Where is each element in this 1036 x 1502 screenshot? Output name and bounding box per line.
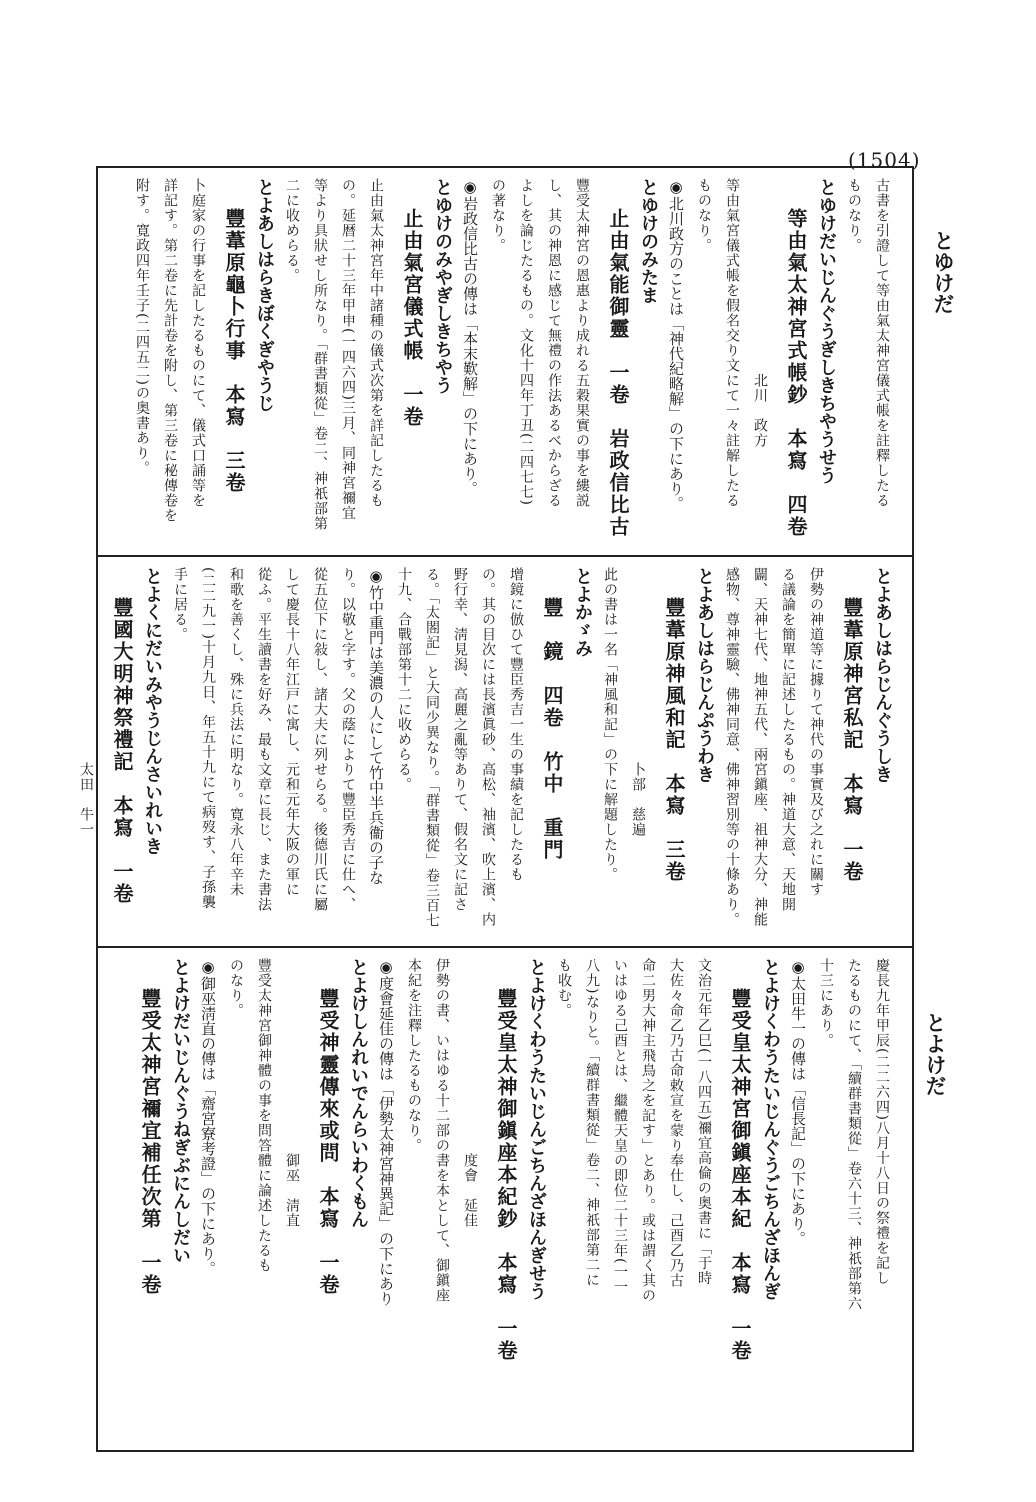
text-column: り。以敬と字す。父の蔭によりて豐臣秀吉に仕へ、: [340, 567, 356, 912]
text-column: 豐受太神宮御神體の事を問答體に論述したるも: [256, 958, 272, 1273]
text-column: 十三にあり。: [818, 958, 834, 1048]
text-column: 等より具狀せし所なり。「群書類從」卷二、神祇部第: [312, 178, 328, 531]
text-column: 豐受太神宮の恩惠より成れる五穀果實の事を縷説: [574, 178, 590, 508]
text-column: 命二男大神主飛鳥之を記す」とあり。或は謂く其の: [640, 958, 656, 1303]
text-column: 此の書は一名「神風和記」の下に解題したり。: [602, 567, 618, 882]
entry-title: 豐葦原神風和記 本寫 三卷: [662, 597, 686, 883]
section-middle: [78, 557, 912, 945]
text-column: 闢、天神七代、地神五代、兩宮鎭座、祖神大分、神能: [752, 567, 768, 927]
text-column: る議論を簡單に記述したるもの。神道大意、天地開: [780, 567, 796, 912]
entry-title: 豐葦原神宮私記 本寫 一卷: [840, 597, 864, 883]
text-column: 度會 延佳: [462, 958, 478, 1228]
note-column: ◉太田牛一の傳は「信長記」の下にあり。: [789, 958, 807, 1246]
entry-reading: とよあしはらじんぷうわき: [694, 567, 715, 783]
note-column: ◉度會延佳の傳は「伊勢太神宮神異記」の下にあり: [377, 958, 395, 1306]
entry-title: 豐葦原龜卜行事 本寫 三卷: [222, 208, 246, 494]
entry-reading: とよけくわうたいじんごちんざほんぎせう: [526, 958, 547, 1300]
page-number: (1504): [848, 148, 921, 172]
text-column: 十九、合戰部第十二に收めらる。: [396, 567, 412, 792]
text-column: 本紀を注釋したるものなり。: [406, 958, 422, 1153]
entry-title: 豐國大明神祭禮記 本寫 一卷: [110, 597, 134, 905]
entry-reading: とよけしんれいでんらいわくもん: [348, 958, 369, 1228]
text-column: 北川 政方: [752, 178, 768, 448]
note-column: ◉岩政信比古の傳は「本末歎解」の下にあり。: [461, 178, 479, 496]
text-column: 等由氣宮儀式帳を假名交り文にて一々註解したる: [724, 178, 740, 508]
text-column: 大佐々命乙乃古命敕宣を蒙り奉仕し、己酉乙乃古: [668, 958, 684, 1288]
text-column: 和歌を善くし、殊に兵法に明なり。寛永八年辛未: [228, 567, 244, 897]
text-column: 從五位下に敍し、諸大夫に列せらる。後德川氏に屬: [312, 567, 328, 912]
entry-title: 豐 鏡 四卷 竹中 重門: [540, 597, 564, 861]
text-column: 卜庭家の行事を記したるものにて、儀式口誦等を: [190, 178, 206, 508]
note-column: ◉竹中重門は美濃の人にして竹中半兵衞の子な: [367, 567, 385, 885]
entry-title: 止由氣能御靈 一卷 岩政信比古: [606, 208, 630, 538]
text-column: 二に收めらる。: [284, 178, 300, 283]
text-column: 八九)なりと。「續群書類從」卷二、神祇部第二に: [584, 958, 600, 1288]
text-column: のなり。: [228, 958, 244, 1018]
text-column: ものなり。: [846, 178, 862, 253]
entry-reading: とゆけのみたま: [638, 178, 659, 304]
entry-reading: とよくにだいみやうじんさいれいき: [142, 567, 163, 855]
text-column: ものなり。: [696, 178, 712, 253]
entry-title: 豐受太神宮禰宜補任次第 一卷: [138, 988, 162, 1296]
text-column: の。其の目次には長濱眞砂、高松、袖濱、吹上濱、内: [480, 567, 496, 927]
text-column: (二二九一)十月九日、年五十九にて病歿す、子孫襲: [200, 567, 216, 910]
text-column: 手に居る。: [172, 567, 188, 642]
text-column: 感物、尊神靈驗、佛神同意、佛神習別等の十條あり。: [724, 567, 740, 927]
entry-reading: とゆけのみやぎしきちやう: [432, 178, 453, 394]
entry-reading: とよあしはらきぼくぎやうじ: [254, 178, 275, 412]
note-column: ◉北川政方のことは「神代紀略解」の下にあり。: [667, 178, 685, 511]
note-column: ◉御巫淸直の傳は「齋宮寮考證」の下にあり。: [199, 958, 217, 1276]
entry-reading: とよあしはらじんぐうしき: [872, 567, 893, 783]
entry-reading: とゆけだいじんぐうぎしきちやうせう: [816, 178, 837, 484]
section-top: [98, 168, 912, 554]
text-column: 止由氣太神宮年中諸種の儀式次第を詳記したるも: [368, 178, 384, 508]
entry-reading: とよけくわうたいじんぐうごちんざほんぎ: [760, 958, 781, 1300]
margin-heading-top: とゆけだ: [931, 230, 956, 314]
section-bottom: [98, 948, 912, 1450]
text-column: 伊勢の神道等に據りて神代の事實及び之れに關す: [808, 567, 824, 897]
text-column: 從ふ。平生讀書を好み、最も文章に長じ、また書法: [256, 567, 272, 912]
margin-heading-bottom: とよけだ: [923, 1012, 948, 1096]
text-column: 附す。寛政四年壬子(二四五二)の奥書あり。: [134, 178, 150, 476]
text-column: 慶長九年甲辰(二二六四)八月十八日の祭禮を記し: [874, 958, 890, 1286]
text-column: も收む。: [556, 958, 572, 1018]
text-column: 文治元年乙巳(一八四五)禰宜高倫の奥書に「于時: [696, 958, 712, 1286]
text-column: 增鏡に倣ひて豐臣秀吉一生の事績を記したるも: [508, 567, 524, 882]
entry-reading: とよけだいじんぐうねぎぶにんしだい: [170, 958, 191, 1264]
entry-title: 等由氣太神宮式帳鈔 本寫 四卷: [784, 208, 808, 538]
text-column: の著なり。: [490, 178, 506, 253]
entry-title: 豐受皇太神宮御鎭座本紀 本寫 一卷: [728, 988, 752, 1362]
text-column: 伊勢の書、いはゆる十二部の書を本として、御鎭座: [434, 958, 450, 1303]
text-column: の。延暦二十三年甲申(一四六四)三月、同神宮禰宜: [340, 178, 356, 521]
text-column: 詳記す。第二卷に先計卷を附し、第三卷に秘傳卷を: [162, 178, 178, 523]
text-column: たるものにて、「續群書類從」卷六十三、神祇部第六: [846, 958, 862, 1311]
text-column: 御巫 淸直: [284, 958, 300, 1228]
text-column: し、其の神恩に感じて無禮の作法あるべからざる: [546, 178, 562, 508]
entry-reading: とよかゞみ: [572, 567, 593, 657]
entry-title: 止由氣宮儀式帳 一卷: [400, 208, 424, 428]
entry-title: 豐受皇太神御鎭座本紀鈔 本寫 一卷: [494, 988, 518, 1362]
text-column: して慶長十八年江戸に寓し、元和元年大阪の軍に: [284, 567, 300, 897]
text-column: 野行幸、淸見潟、高麗之亂等ありて、假名文に記さ: [452, 567, 468, 912]
text-column: 太田 牛一: [78, 567, 94, 837]
text-column: 古書を引證して等由氣太神宮儀式帳を註釋したる: [874, 178, 890, 508]
text-column: る。「太閤記」と大同少異なり。「群書類從」卷三百七: [424, 567, 440, 928]
entry-title: 豐受神靈傳來或問 本寫 一卷: [316, 988, 340, 1296]
text-column: いはゆる己酉とは、繼體天皇の即位二十三年(一一: [612, 958, 628, 1295]
text-column: 卜部 慈遍: [630, 567, 646, 837]
text-column: よしを論じたるもの。文化十四年丁丑(二四七七): [518, 178, 534, 506]
